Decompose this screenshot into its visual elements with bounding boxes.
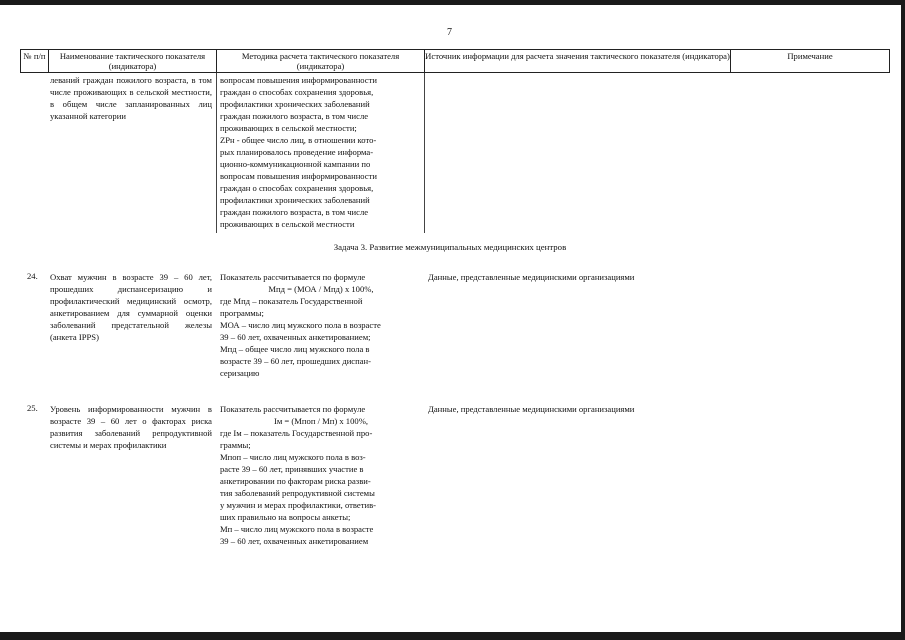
method-line: проживающих в сельской местности; — [220, 123, 357, 133]
method-line: ZPн - общее число лиц, в отношении кото- — [220, 135, 377, 145]
scan-border-top — [0, 0, 905, 5]
cont-row-method — [220, 74, 422, 230]
method-line: проживающих в сельской местности — [220, 219, 355, 229]
scan-border-bottom — [0, 632, 905, 640]
method-line: серизацию — [220, 368, 260, 378]
method-line: профилактики хронических заболеваний — [220, 99, 370, 109]
method-line: Показатель рассчитывается по формуле — [220, 272, 366, 282]
method-line: профилактики хронических заболеваний — [220, 195, 370, 205]
column-divider — [216, 73, 217, 233]
header-num: № п/п — [20, 50, 48, 72]
header-method: Методика расчета тактического показателя (индикатора) — [216, 50, 424, 72]
row25-method — [220, 403, 422, 547]
row24-method — [220, 271, 422, 379]
formula: Мпд = (МОА / Мпд) x 100%, — [268, 284, 374, 294]
method-line: МОА – число лиц мужского пола в возрасте — [220, 320, 381, 330]
header-name: Наименование тактического показателя (индикатора) — [48, 50, 216, 72]
method-line: граммы; — [220, 440, 251, 450]
method-line: вопросам повышения информированности — [220, 75, 377, 85]
method-line: граждан о способах сохранения здоровья, — [220, 183, 374, 193]
header-source: Источник информации для расчета значения тактического показателя (индикатора) — [424, 50, 730, 72]
method-line: анкетировании по факторам риска разви- — [220, 476, 371, 486]
method-line: граждан о способах сохранения здоровья, — [220, 87, 374, 97]
method-line: 39 – 60 лет, охваченных анкетированием; — [220, 332, 371, 342]
method-line: Показатель рассчитывается по формуле — [220, 404, 366, 414]
method-line: вопросам повышения информированности — [220, 171, 377, 181]
header-note: Примечание — [730, 50, 890, 72]
method-line: 39 – 60 лет, охваченных анкетированием — [220, 536, 369, 546]
cont-row-name: леваний граждан пожилого возраста, в том числе проживающих в сельской местности, в общем числе запланированных лиц указанной категории — [50, 75, 212, 121]
column-divider — [424, 73, 425, 233]
method-line: Мпоп – число лиц мужского пола в воз- — [220, 452, 366, 462]
row-number: 25. — [27, 403, 38, 413]
row24-source: Данные, представленные медицинскими организациями — [428, 272, 635, 282]
page-number: 7 — [447, 27, 452, 38]
method-line: Мп – число лиц мужского пола в возрасте — [220, 524, 374, 534]
method-line: граждан пожилого возраста, в том числе — [220, 111, 369, 121]
method-line: программы; — [220, 308, 264, 318]
method-line: где Iм – показатель Государственной про- — [220, 428, 373, 438]
method-line: граждан пожилого возраста, в том числе — [220, 207, 369, 217]
method-line: у мужчин и мерах профилактики, ответив- — [220, 500, 377, 510]
row25-name: Уровень информированности мужчин в возрасте 39 – 60 лет о факторах риска развития заболеваний репродуктивной системы и мерах профилактики — [50, 404, 212, 450]
header-bottom-border — [20, 72, 890, 73]
row25-source: Данные, представленные медицинскими организациями — [428, 404, 635, 414]
method-line: ших правильно на вопросы анкеты; — [220, 512, 351, 522]
method-line: рых планировалось проведение информа- — [220, 147, 374, 157]
method-line: Мпд – общее число лиц мужского пола в — [220, 344, 370, 354]
scan-border-right — [901, 0, 905, 640]
row-number: 24. — [27, 271, 38, 281]
method-line: тия заболеваний репродуктивной системы — [220, 488, 375, 498]
method-line: возрасте 39 – 60 лет, прошедших диспан- — [220, 356, 371, 366]
method-line: где Мпд – показатель Государственной — [220, 296, 363, 306]
task-title: Задача 3. Развитие межмуниципальных медицинских центров — [333, 242, 567, 252]
formula: Iм = (Мпоп / Мп) x 100%, — [273, 416, 369, 426]
row24-name: Охват мужчин в возрасте 39 – 60 лет, прошедших диспансеризацию и профилактический медицинский осмотр, анкетированием для суммарной оценки заболеваний предстательной железы (анкета IPPS) — [50, 272, 212, 342]
method-line: расте 39 – 60 лет, принявших участие в — [220, 464, 364, 474]
method-line: ционно-коммуникационной кампании по — [220, 159, 371, 169]
